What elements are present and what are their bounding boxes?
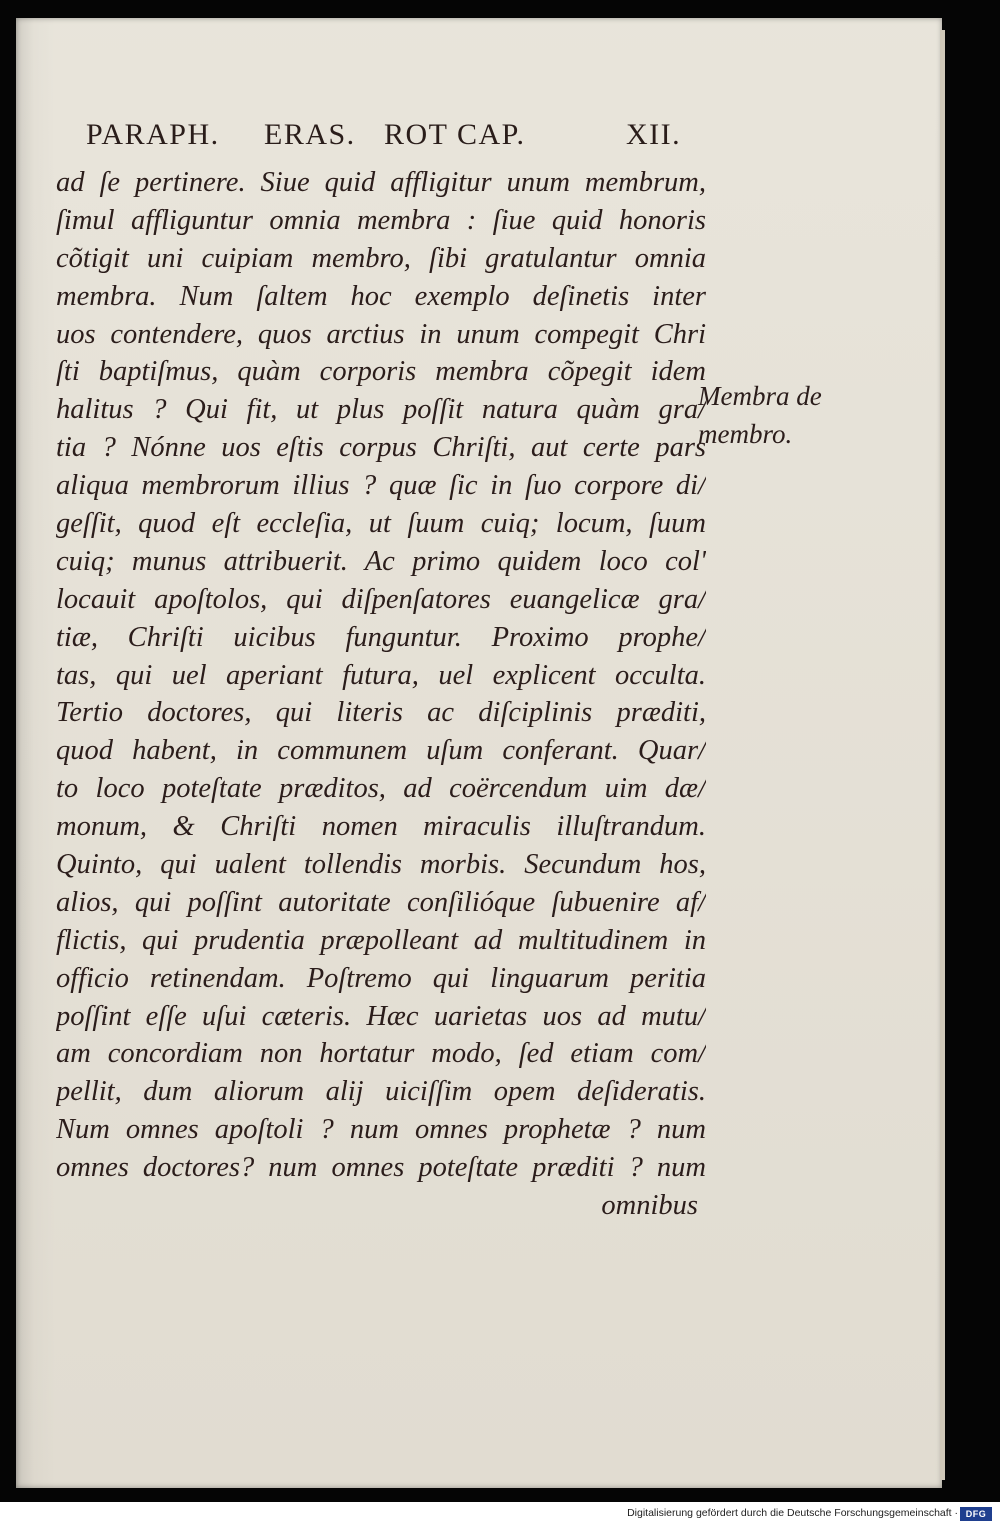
running-head: [86, 118, 696, 158]
running-head-word: PARAPH.: [86, 118, 220, 151]
footer-bar: [0, 1502, 1000, 1524]
text-line: Tertio doctores, qui literis ac diſciplinis præditi,: [56, 697, 706, 729]
text-line: halitus ? Qui fit, ut plus poſſit natura quàm gra/: [56, 394, 706, 426]
text-line: ſti baptiſmus, quàm corporis membra cõpegit idem: [56, 356, 706, 388]
text-line: poſſint eſſe uſui cæteris. Hæc uarietas uos ad mutu/: [56, 1000, 706, 1032]
text-line: tia ? Nónne uos eſtis corpus Chriſti, aut certe pars: [56, 432, 706, 464]
text-line: pellit, dum aliorum alij uiciſſim opem deſideratis.: [56, 1076, 706, 1108]
text-line: ad ſe pertinere. Siue quid affligitur unum membrum,: [56, 167, 706, 198]
margin-note-line: Membra de: [698, 381, 822, 411]
funding-notice: Digitalisierung gefördert durch die Deutsche Forschungsgemeinschaft ·: [627, 1507, 958, 1519]
text-line: officio retinendam. Poſtremo qui linguarum peritia: [56, 962, 706, 994]
page-edge: [940, 30, 945, 1480]
text-line: geſſit, quod eſt eccleſia, ut ſuum cuiq; locum, ſuum: [56, 508, 706, 540]
text-line: alios, qui poſſint autoritate conſilióque ſubuenire af/: [56, 886, 706, 918]
text-line: Quinto, qui ualent tollendis morbis. Secundum hos,: [56, 849, 706, 881]
running-head-word: ROT CAP.: [384, 118, 526, 151]
text-line: aliqua membrorum illius ? quæ ſic in ſuo corpore di/: [56, 470, 706, 502]
margin-note-line: membro.: [698, 419, 793, 449]
running-head-word: ERAS.: [264, 118, 356, 151]
text-line: Num omnes apoſtoli ? num omnes prophetæ ? num: [56, 1114, 706, 1146]
text-line: tas, qui uel aperiant futura, uel explicent occulta.: [56, 659, 706, 691]
folio-number: XII.: [626, 118, 682, 151]
text-line: am concordiam non hortatur modo, ſed etiam com/: [56, 1038, 706, 1070]
text-line: quod habent, in communem uſum conferant. Quar/: [56, 735, 706, 767]
text-line: cõtigit uni cuipiam membro, ſibi gratulantur omnia: [56, 242, 706, 274]
text-line: monum, & Chriſti nomen miraculis illuſtrandum.: [56, 811, 706, 843]
text-line: uos contendere, quos arctius in unum compegit Chri: [56, 318, 706, 350]
text-line: omnes doctores? num omnes poteſtate præditi ? num: [56, 1152, 706, 1184]
dfg-logo: DFG: [960, 1507, 992, 1521]
text-line: flictis, qui prudentia præpolleant ad multitudinem in: [56, 924, 706, 956]
text-line: ſimul affliguntur omnia membra : ſiue quid honoris: [56, 204, 706, 236]
margin-note: [698, 377, 822, 453]
text-line: cuiq; munus attribuerit. Ac primo quidem loco col': [56, 545, 706, 577]
body-text: [56, 164, 706, 1225]
catchword: omnibus: [601, 1190, 698, 1222]
text-line: to loco poteſtate præditos, ad coërcendum uim dæ/: [56, 773, 706, 805]
text-line: membra. Num ſaltem hoc exemplo deſinetis inter: [56, 280, 706, 312]
text-line: locauit apoſtolos, qui diſpenſatores euangelicæ gra/: [56, 583, 706, 615]
text-line: tiæ, Chriſti uicibus funguntur. Proximo prophe/: [56, 621, 706, 653]
